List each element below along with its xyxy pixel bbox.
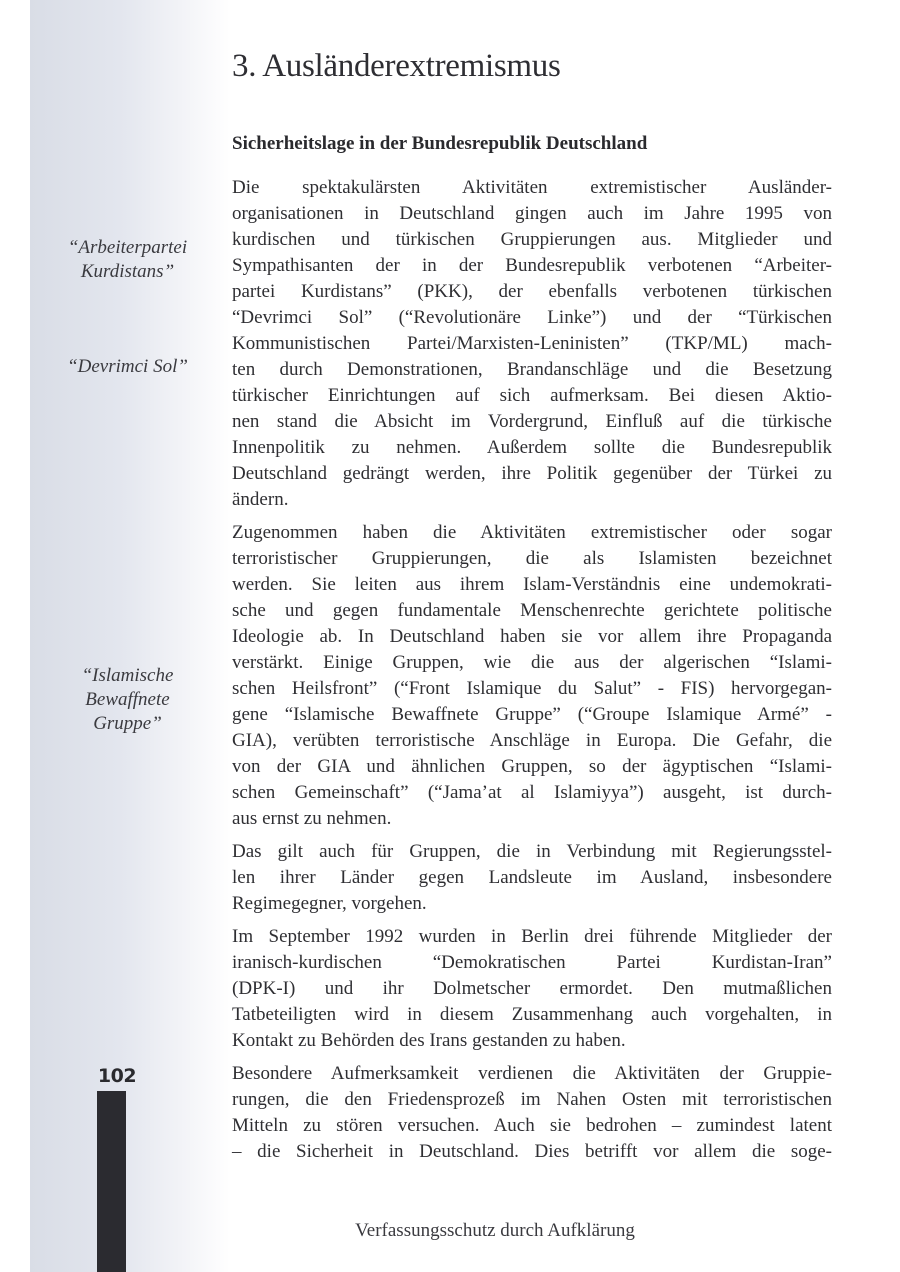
text-line: Ideologie ab. In Deutschland haben sie vor allem ihre Propaganda (232, 626, 832, 647)
page-marker-bar (97, 1091, 126, 1272)
text-line: werden. Sie leiten aus ihrem Islam-Verständnis eine undemokrati- (232, 574, 832, 595)
marginal-note-line: “Devrimci Sol” (67, 356, 188, 377)
text-line: rungen, die den Friedensprozeß im Nahen Osten mit terroristischen (232, 1089, 832, 1110)
marginal-note-gia (40, 664, 215, 736)
section-title: Sicherheitslage in der Bundesrepublik Deutschland (232, 133, 648, 154)
text-line: Im September 1992 wurden in Berlin drei führende Mitglieder der (232, 926, 832, 947)
text-line: Kommunistischen Partei/Marxisten-Leninisten” (TKP/ML) mach- (232, 333, 832, 354)
text-line: partei Kurdistans” (PKK), der ebenfalls verbotenen türkischen (232, 281, 832, 302)
text-line: “Devrimci Sol” (“Revolutionäre Linke”) und der “Türkischen (232, 307, 832, 328)
paragraph-2 (232, 520, 832, 832)
marginal-note-line: “Islamische (81, 665, 174, 686)
running-footer: Verfassungsschutz durch Aufklärung (355, 1220, 635, 1241)
text-line: (DPK-I) und ihr Dolmetscher ermordet. Den mutmaßlichen (232, 978, 832, 999)
text-line: organisationen in Deutschland gingen auch im Jahre 1995 von (232, 203, 832, 224)
text-line: sche und gegen fundamentale Menschenrechte gerichtete politische (232, 600, 832, 621)
text-line: kurdischen und türkischen Gruppierungen aus. Mitglieder und (232, 229, 832, 250)
text-line: aus ernst zu nehmen. (232, 808, 392, 829)
body-text (232, 175, 832, 1172)
text-line: nen stand die Absicht im Vordergrund, Einfluß auf die türkische (232, 411, 832, 432)
marginal-note-line: “Arbeiterpartei (67, 237, 188, 258)
text-line: Innenpolitik zu nehmen. Außerdem sollte die Bundesrepublik (232, 437, 832, 458)
page-number: 102 (97, 1065, 137, 1087)
text-line: schen Heilsfront” (“Front Islamique du Salut” - FIS) hervorgegan- (232, 678, 832, 699)
text-line: Sympathisanten der in der Bundesrepublik verbotenen “Arbeiter- (232, 255, 832, 276)
text-line: ten durch Demonstrationen, Brandanschläge und die Besetzung (232, 359, 832, 380)
text-line: ändern. (232, 489, 289, 510)
text-line: gene “Islamische Bewaffnete Gruppe” (“Groupe Islamique Armé” - (232, 704, 832, 725)
text-line: schen Gemeinschaft” (“Jama’at al Islamiyya”) ausgeht, ist durch- (232, 782, 832, 803)
marginal-note-line: Gruppe” (93, 713, 162, 734)
marginal-note-pkk (40, 236, 215, 284)
text-line: – die Sicherheit in Deutschland. Dies betrifft vor allem die soge- (232, 1141, 832, 1162)
marginal-note-devrimci-sol (40, 355, 215, 379)
paragraph-1 (232, 175, 832, 513)
paragraph-3 (232, 839, 832, 917)
paragraph-4 (232, 924, 832, 1054)
text-line: Besondere Aufmerksamkeit verdienen die Aktivitäten der Gruppie- (232, 1063, 832, 1084)
marginal-note-line: Bewaffnete (85, 689, 170, 710)
text-line: Das gilt auch für Gruppen, die in Verbindung mit Regierungsstel- (232, 841, 832, 862)
text-line: türkischer Einrichtungen auf sich aufmerksam. Bei diesen Aktio- (232, 385, 832, 406)
text-line: Regimegegner, vorgehen. (232, 893, 427, 914)
text-line: GIA), verübten terroristische Anschläge in Europa. Die Gefahr, die (232, 730, 832, 751)
chapter-title: 3. Ausländerextremismus (232, 48, 561, 84)
text-line: terroristischer Gruppierungen, die als Islamisten bezeichnet (232, 548, 832, 569)
text-line: von der GIA und ähnlichen Gruppen, so der ägyptischen “Islami- (232, 756, 832, 777)
text-line: Kontakt zu Behörden des Irans gestanden zu haben. (232, 1030, 626, 1051)
text-line: Zugenommen haben die Aktivitäten extremistischer oder sogar (232, 522, 832, 543)
text-line: iranisch-kurdischen “Demokratischen Partei Kurdistan-Iran” (232, 952, 832, 973)
paragraph-5 (232, 1061, 832, 1165)
text-line: verstärkt. Einige Gruppen, wie die aus der algerischen “Islami- (232, 652, 832, 673)
text-line: Die spektakulärsten Aktivitäten extremistischer Ausländer- (232, 177, 832, 198)
text-line: len ihrer Länder gegen Landsleute im Ausland, insbesondere (232, 867, 832, 888)
text-line: Tatbeteiligten wird in diesem Zusammenhang auch vorgehalten, in (232, 1004, 832, 1025)
marginal-note-line: Kurdistans” (80, 261, 175, 282)
text-line: Mitteln zu stören versuchen. Auch sie bedrohen – zumindest latent (232, 1115, 832, 1136)
text-line: Deutschland gedrängt werden, ihre Politik gegenüber der Türkei zu (232, 463, 832, 484)
